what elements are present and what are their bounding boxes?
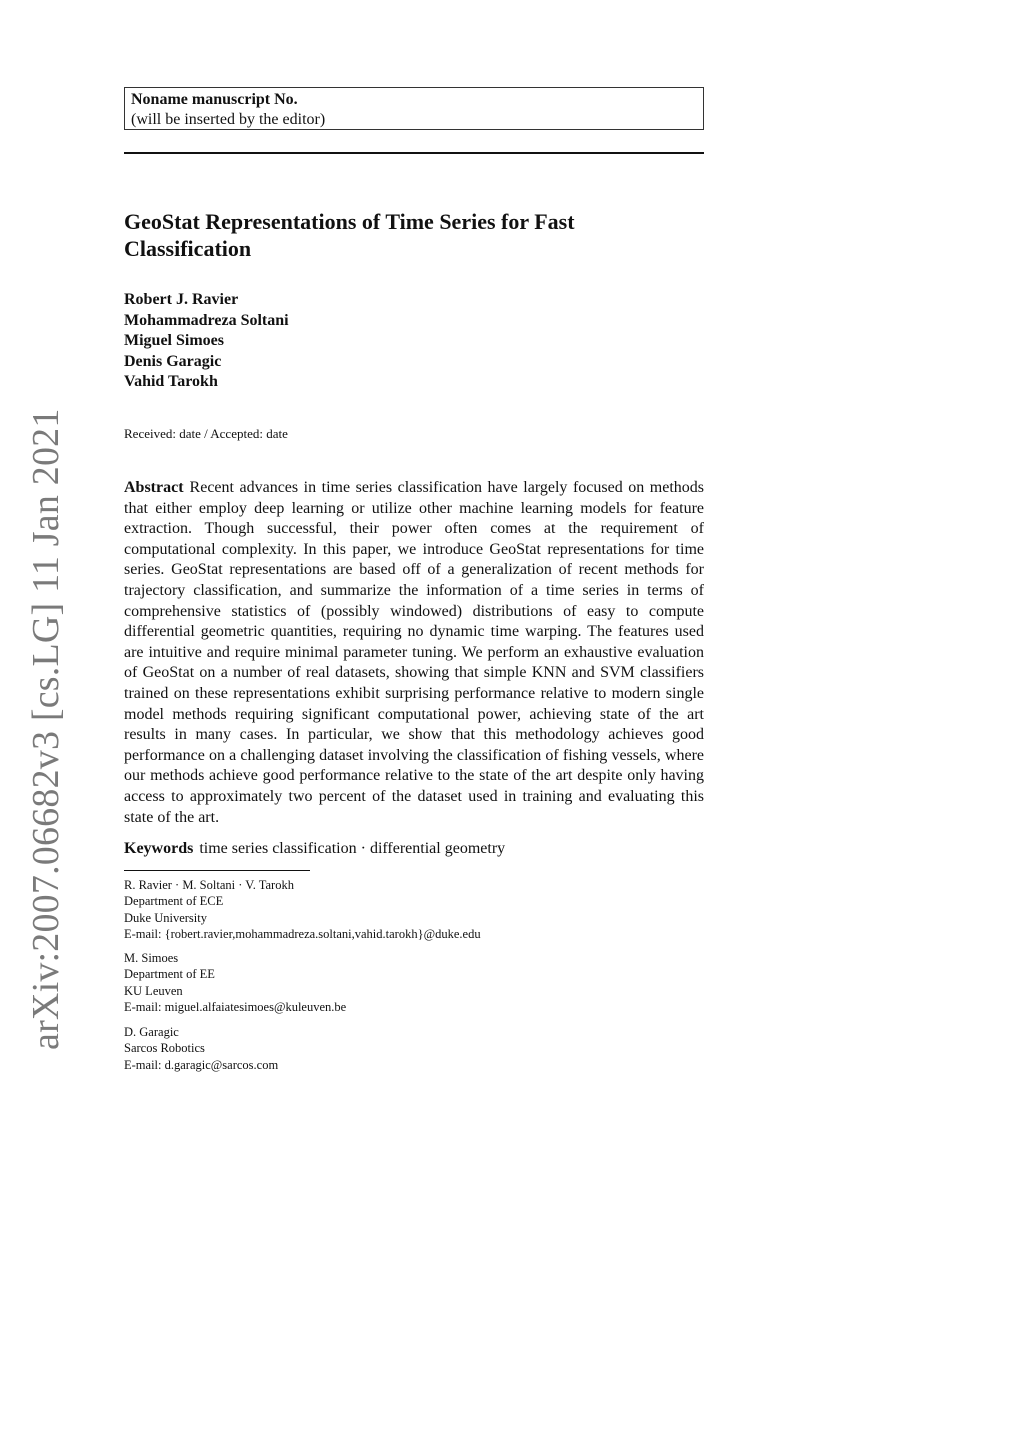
affiliation-department: Department of EE [124,967,215,982]
affiliation-institution: Sarcos Robotics [124,1041,205,1056]
affiliation-block [124,877,481,942]
abstract-label: Abstract [124,479,184,496]
keyword-separator: · [360,840,366,857]
author-name: Denis Garagic [124,352,222,370]
author-name: Miguel Simoes [124,332,224,350]
affiliation-email: E-mail: miguel.alfaiatesimoes@kuleuven.be [124,999,347,1014]
author-name: Robert J. Ravier [124,291,239,308]
affiliation-institution: KU Leuven [124,983,183,998]
footnote-rule [124,870,310,871]
keyword: time series classification [199,840,357,857]
keyword: differential geometry [369,840,506,857]
abstract [124,478,704,828]
affiliation-authors: M. Simoes [124,951,179,965]
keywords-label: Keywords [124,840,194,857]
arxiv-identifier-stamp: arXiv:2007.06682v3 [cs.LG] 11 Jan 2021 [25,408,67,1050]
author-name: Mohammadreza Soltani [124,311,289,329]
affiliation-department: Department of ECE [124,894,224,909]
received-date: Received: date / Accepted: date [124,426,288,441]
affiliation-authors: D. Garagic [124,1025,179,1039]
affiliation-email: E-mail: {robert.ravier,mohammadreza.soltani,vahid.tarokh}@duke.edu [124,926,481,941]
abstract-text: Recent advances in time series classification have largely focused on methods that either employ deep learning or utilize other machine learning models for feature extraction. Though successful, their power often comes at the requirement of computational complexity. In this paper, we introduce GeoStat representations for time series. GeoStat representations are based off of a generalization of recent methods for trajectory classification, and summarize the information of a time series in terms of comprehensive statistics of (possibly windowed) distributions of easy to compute differential geometric quantities, requiring no dynamic time warping. The features used are intuitive and require minimal parameter tuning. We perform an exhaustive evaluation of GeoStat on a number of real datasets, showing that simple KNN and SVM classifiers trained on these representations exhibit surprising performance relative to modern single model methods requiring significant computational power, achieving state of the art results in many cases. In particular, we show that this methodology achieves good performance on a challenging dataset involving the classification of fishing vessels, where our methods achieve good performance relative to the state of the art despite only having access to approximately two percent of the dataset used in training and evaluating this state of the art. [124,479,704,826]
affiliation-email: E-mail: d.garagic@sarcos.com [124,1057,279,1072]
affiliation-block [124,1024,278,1073]
author-list [124,290,289,393]
manuscript-number: Noname manuscript No. [131,91,298,108]
author-name: Vahid Tarokh [124,373,218,391]
paper-title: GeoStat Representations of Time Series for Fast Classification [124,209,575,261]
manuscript-info-box [124,87,704,130]
keywords [124,840,505,858]
header-rule [124,152,704,154]
affiliation-institution: Duke University [124,910,207,925]
affiliation-authors: R. Ravier · M. Soltani · V. Tarokh [124,878,294,892]
affiliation-block [124,950,346,1015]
editor-note: (will be inserted by the editor) [131,111,326,128]
